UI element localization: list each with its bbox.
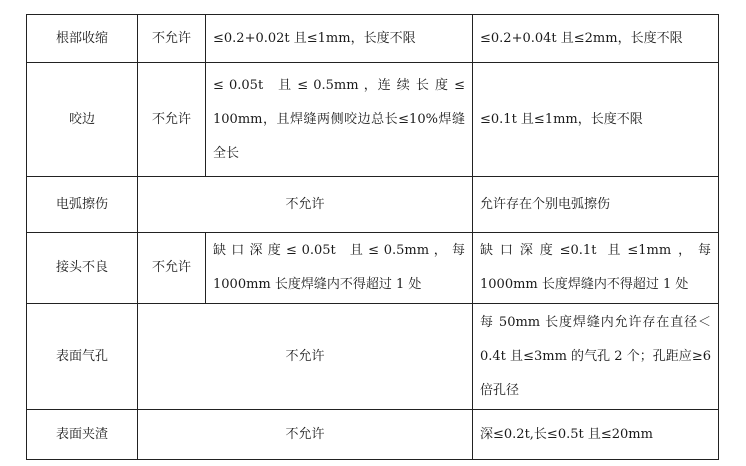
defect-name-cell: 根部收缩 <box>27 15 138 63</box>
defect-name-cell: 接头不良 <box>27 233 138 304</box>
grade-a-cell: 不允许 <box>138 15 206 63</box>
grade-c-cell: 缺口深度≤0.1t 且≤1mm，每 1000mm 长度焊缝内不得超过 1 处 <box>473 233 719 304</box>
table-row <box>27 63 719 177</box>
defect-name-cell: 咬边 <box>27 63 138 177</box>
table-row <box>27 233 719 304</box>
weld-defect-table <box>26 14 719 460</box>
defect-name-cell: 表面夹渣 <box>27 410 138 460</box>
table-row <box>27 304 719 410</box>
grade-ab-merged-cell: 不允许 <box>138 410 473 460</box>
table-row <box>27 177 719 233</box>
grade-c-cell: ≤0.2+0.04t 且≤2mm，长度不限 <box>473 15 719 63</box>
table-row <box>27 410 719 460</box>
defect-name-cell: 电弧擦伤 <box>27 177 138 233</box>
grade-a-cell: 不允许 <box>138 63 206 177</box>
grade-b-cell: ≤ 0.05t 且 ≤ 0.5mm ，连 续 长 度 ≤ 100mm，且焊缝两侧咬边总长≤10%焊缝全长 <box>206 63 473 177</box>
grade-c-cell: 允许存在个别电弧擦伤 <box>473 177 719 233</box>
defect-name-cell: 表面气孔 <box>27 304 138 410</box>
grade-c-cell: ≤0.1t 且≤1mm，长度不限 <box>473 63 719 177</box>
table-row <box>27 15 719 63</box>
grade-b-cell: ≤0.2+0.02t 且≤1mm，长度不限 <box>206 15 473 63</box>
grade-c-cell: 每 50mm 长度焊缝内允许存在直径＜0.4t 且≤3mm 的气孔 2 个；孔距应≥6 倍孔径 <box>473 304 719 410</box>
grade-ab-merged-cell: 不允许 <box>138 304 473 410</box>
grade-ab-merged-cell: 不允许 <box>138 177 473 233</box>
grade-c-cell: 深≤0.2t,长≤0.5t 且≤20mm <box>473 410 719 460</box>
grade-b-cell: 缺 口 深 度 ≤ 0.05t 且 ≤ 0.5mm ， 每 1000mm 长度焊缝内不得超过 1 处 <box>206 233 473 304</box>
grade-a-cell: 不允许 <box>138 233 206 304</box>
